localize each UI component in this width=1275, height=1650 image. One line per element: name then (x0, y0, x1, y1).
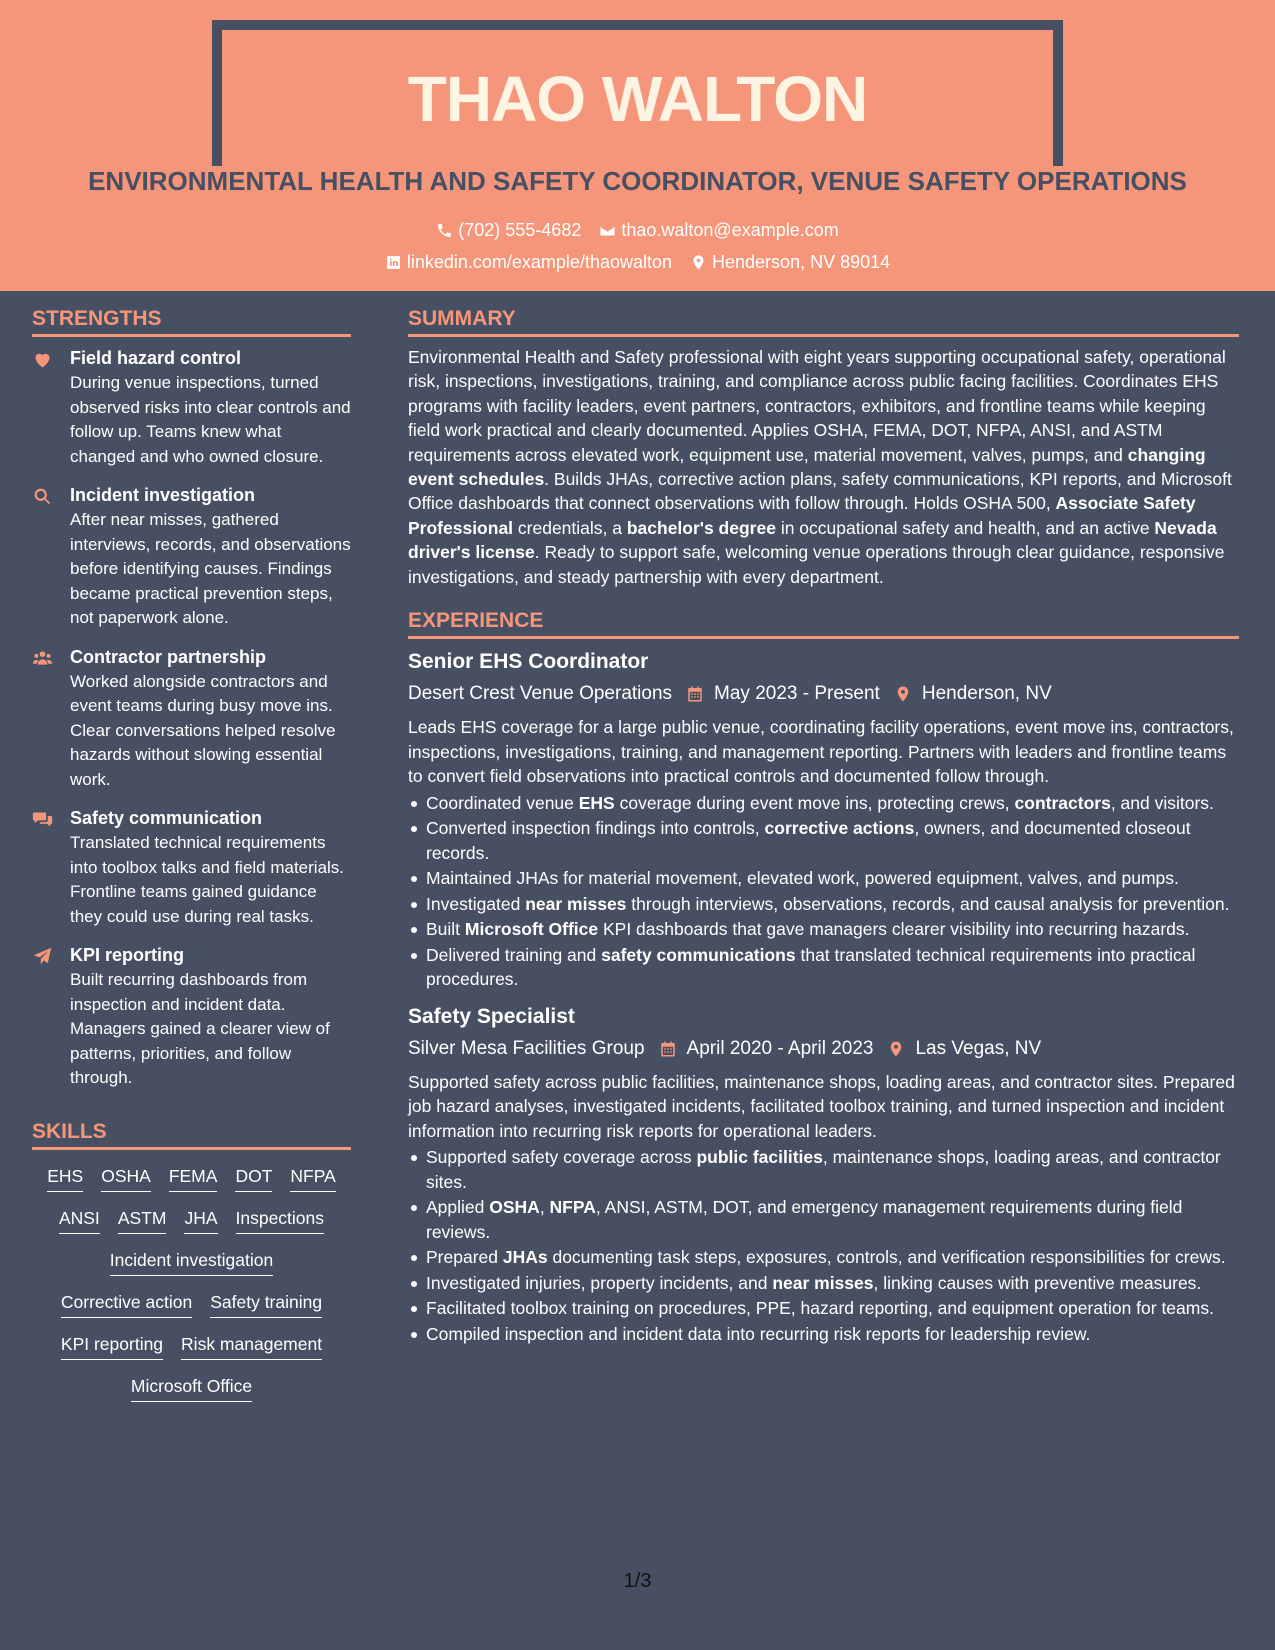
skill-tag: EHS (47, 1164, 83, 1192)
skills-row (32, 1206, 351, 1234)
strength-description: After near misses, gathered interviews, records, and observations before identifying causes. Findings became practical prevention steps, not paperwork alone. (70, 510, 351, 627)
bold-text: near misses (772, 1272, 874, 1293)
text-segment: Delivered training and (426, 944, 602, 965)
job-title-heading: ENVIRONMENTAL HEALTH AND SAFETY COORDINATOR, VENUE SAFETY OPERATIONS (88, 166, 1187, 196)
text-segment: Maintained JHAs for material movement, elevated work, powered equipment, valves, and pumps. (426, 868, 1179, 889)
text-segment: that translated technical requirements into practical procedures. (426, 944, 1196, 990)
location-text: Henderson, NV 89014 (712, 252, 891, 272)
job-meta (408, 1032, 1239, 1066)
bold-text: public facilities (696, 1147, 823, 1168)
strength-item (32, 644, 351, 793)
strength-item (32, 942, 351, 1091)
skill-tag: Incident investigation (110, 1248, 273, 1276)
linkedin-contact[interactable] (385, 252, 672, 273)
bold-text: safety communications (601, 944, 796, 965)
paper-plane-icon (32, 942, 70, 1091)
summary-text (408, 345, 1239, 589)
skill-tag: FEMA (169, 1164, 218, 1192)
text-segment: , (539, 1197, 550, 1218)
phone-text: (702) 555-4682 (458, 220, 582, 240)
text-segment: Environmental Health and Safety professional with eight years supporting occupational safety, operational risk, inspections, investigations, training, and compliance across public facing facilities. Coordinates EHS programs with facility leaders, event partners, contractors, exhibitors, and frontline teams while keeping field work practical and clearly documented. Applies OSHA, FEMA, DOT, NFPA, ANSI, and ASTM requirements across elevated work, equipment use, material movement, valves, pumps, and (408, 347, 1226, 465)
strength-description: Built recurring dashboards from inspection and incident data. Managers gained a clearer view of patterns, priorities, and follow through. (70, 970, 330, 1087)
skills-heading: SKILLS (32, 1104, 351, 1150)
skill-tag: OSHA (101, 1164, 151, 1192)
linkedin-icon (385, 254, 402, 271)
strength-description: During venue inspections, turned observed risks into clear controls and follow up. Teams knew what changed and who owned closure. (70, 373, 351, 466)
bold-text: near misses (525, 893, 627, 914)
text-segment: Facilitated toolbox training on procedures, PPE, hazard reporting, and equipment operation for teams. (426, 1298, 1214, 1319)
strength-title: Contractor partnership (70, 646, 267, 667)
bullet-item (408, 1195, 1239, 1244)
job-meta (408, 677, 1239, 711)
strength-item (32, 345, 351, 469)
page-number: 1/3 (623, 1570, 652, 1592)
strength-title: Field hazard control (70, 348, 242, 368)
location-contact (690, 252, 890, 273)
text-segment: KPI dashboards that gave managers clearer visibility into recurring hazards. (598, 919, 1190, 940)
email-contact[interactable] (599, 220, 838, 241)
text-segment: Investigated injuries, property incidents, and (426, 1272, 773, 1293)
skill-tag: NFPA (290, 1164, 335, 1192)
skill-tag: Inspections (236, 1206, 325, 1234)
map-marker-icon (887, 1040, 905, 1058)
bullet-item (408, 1245, 1239, 1270)
job-bullets (408, 791, 1239, 992)
job-title: Safety Specialist (408, 1004, 575, 1028)
bold-text: contractors (1014, 792, 1111, 813)
linkedin-text: linkedin.com/example/thaowalton (406, 252, 673, 272)
job-entry (408, 1002, 1239, 1347)
skills-row (32, 1332, 351, 1360)
phone-icon (436, 222, 453, 239)
company-name: Silver Mesa Facilities Group (408, 1037, 645, 1059)
text-segment: . Ready to support safe, welcoming venue operations through clear guidance, responsive investigations, and steady partnership with every department. (408, 542, 1225, 587)
strengths-heading: STRENGTHS (32, 291, 351, 337)
experience-heading: EXPERIENCE (408, 593, 1239, 639)
skill-tag: KPI reporting (61, 1332, 163, 1360)
contact-row-2 (0, 252, 1275, 273)
bold-text: EHS (578, 792, 615, 813)
bullet-item (408, 1271, 1239, 1296)
skills-row (32, 1374, 351, 1402)
heart-icon (32, 345, 70, 469)
text-segment: Applied (426, 1197, 490, 1218)
search-icon (32, 482, 70, 631)
calendar-icon (659, 1040, 677, 1058)
text-segment: through interviews, observations, records, and causal analysis for prevention. (626, 893, 1230, 914)
map-marker-icon (894, 685, 912, 703)
bullet-item (408, 791, 1239, 816)
text-segment: documenting task steps, exposures, controls, and verification responsibilities for crews. (547, 1247, 1226, 1268)
skills-row (32, 1164, 351, 1192)
strength-title: KPI reporting (70, 945, 185, 965)
skills-list (32, 1158, 351, 1402)
company-name: Desert Crest Venue Operations (408, 683, 673, 705)
text-segment: Coordinated venue (426, 792, 579, 813)
text-segment: Built (426, 919, 465, 940)
header-banner (0, 0, 1275, 291)
text-segment: Converted inspection findings into controls, (426, 818, 765, 839)
strength-item (32, 805, 351, 929)
job-dates: April 2020 - April 2023 (686, 1037, 874, 1059)
job-entry (408, 647, 1239, 992)
left-column (32, 291, 351, 1402)
strength-description: Translated technical requirements into toolbox talks and field materials. Frontline teams gained guidance they could use during real tasks. (70, 833, 345, 926)
job-location: Las Vegas, NV (915, 1037, 1042, 1059)
envelope-icon (599, 222, 616, 239)
bold-text: JHAs (502, 1247, 548, 1268)
text-segment: Supported safety coverage across (426, 1147, 697, 1168)
text-segment: , and visitors. (1110, 792, 1214, 813)
text-segment: , linking causes with preventive measures. (873, 1272, 1202, 1293)
text-segment: Compiled inspection and incident data into recurring risk reports for leadership review. (426, 1323, 1091, 1344)
skill-tag: Risk management (181, 1332, 322, 1360)
text-segment: , maintenance shops, loading areas, and contractor sites. (426, 1147, 1221, 1192)
experience-list (408, 647, 1239, 1346)
skills-row (32, 1248, 351, 1276)
bold-text: NFPA (549, 1197, 596, 1218)
right-column (408, 291, 1239, 1347)
text-segment: Investigated (426, 893, 526, 914)
map-marker-icon (690, 254, 707, 271)
text-segment: in occupational safety and health, and an active (775, 517, 1155, 538)
bullet-item (408, 1322, 1239, 1347)
skill-tag: ASTM (118, 1206, 167, 1234)
text-segment: . Builds JHAs, corrective action plans, safety communications, KPI reports, and Microsoft Office dashboards that connect observations with follow through. Holds OSHA 500, (408, 469, 1232, 514)
phone-contact[interactable] (436, 220, 581, 241)
bold-text: changing event schedules (408, 444, 1206, 490)
strengths-list (32, 345, 351, 1091)
contact-row-1 (0, 220, 1275, 241)
bullet-item (408, 1296, 1239, 1321)
text-segment: coverage during event move ins, protecting crews, (614, 792, 1015, 813)
candidate-name: THAO WALTON (407, 63, 868, 135)
skill-tag: DOT (235, 1164, 272, 1192)
summary-heading: SUMMARY (408, 291, 1239, 337)
strength-description: Worked alongside contractors and event teams during busy move ins. Clear conversations helped resolve hazards without slowing essential work. (70, 671, 336, 789)
skill-tag: JHA (184, 1206, 217, 1234)
strength-title: Incident investigation (70, 485, 256, 505)
strength-title: Safety communication (70, 808, 263, 828)
bullet-item (408, 866, 1239, 891)
bullet-item (408, 816, 1239, 865)
skill-tag: ANSI (59, 1206, 100, 1234)
comments-icon (32, 805, 70, 929)
skill-tag: Safety training (210, 1290, 322, 1318)
job-location: Henderson, NV (921, 683, 1052, 705)
bold-text: Associate Safety Professional (408, 493, 1196, 538)
job-bullets (408, 1145, 1239, 1346)
bullet-item (408, 917, 1239, 942)
users-icon (32, 644, 70, 793)
bullet-item (408, 892, 1239, 917)
bold-text: OSHA (489, 1197, 540, 1218)
bold-text: bachelor's degree (626, 517, 776, 538)
bold-text: corrective actions (764, 818, 915, 839)
skills-row (32, 1290, 351, 1318)
bold-text: Nevada driver's license (408, 517, 1217, 563)
email-text: thao.walton@example.com (621, 220, 839, 240)
skill-tag: Corrective action (61, 1290, 192, 1318)
text-segment: , owners, and documented closeout records. (426, 818, 1191, 863)
calendar-icon (686, 685, 704, 703)
job-description: Supported safety across public facilities, maintenance shops, loading areas, and contractor sites. Prepared job hazard analyses, investigated incidents, facilitated toolbox training, and turned inspection and incident information into recurring risk reports for operational leaders. (408, 1071, 1235, 1141)
job-description: Leads EHS coverage for a large public venue, coordinating facility operations, event move ins, contractors, inspections, investigations, training, and management reporting. Partners with leaders and frontline teams to convert field observations into practical controls and documented follow through. (408, 717, 1234, 787)
text-segment: , ANSI, ASTM, DOT, and emergency management requirements during field reviews. (426, 1197, 1183, 1242)
job-title: Senior EHS Coordinator (408, 650, 649, 674)
skill-tag: Microsoft Office (131, 1374, 252, 1402)
strength-item (32, 482, 351, 631)
bullet-item (408, 943, 1239, 992)
text-segment: credentials, a (513, 517, 627, 538)
bold-text: Microsoft Office (464, 919, 599, 940)
text-segment: Prepared (426, 1247, 503, 1268)
job-dates: May 2023 - Present (714, 683, 880, 705)
bullet-item (408, 1145, 1239, 1194)
